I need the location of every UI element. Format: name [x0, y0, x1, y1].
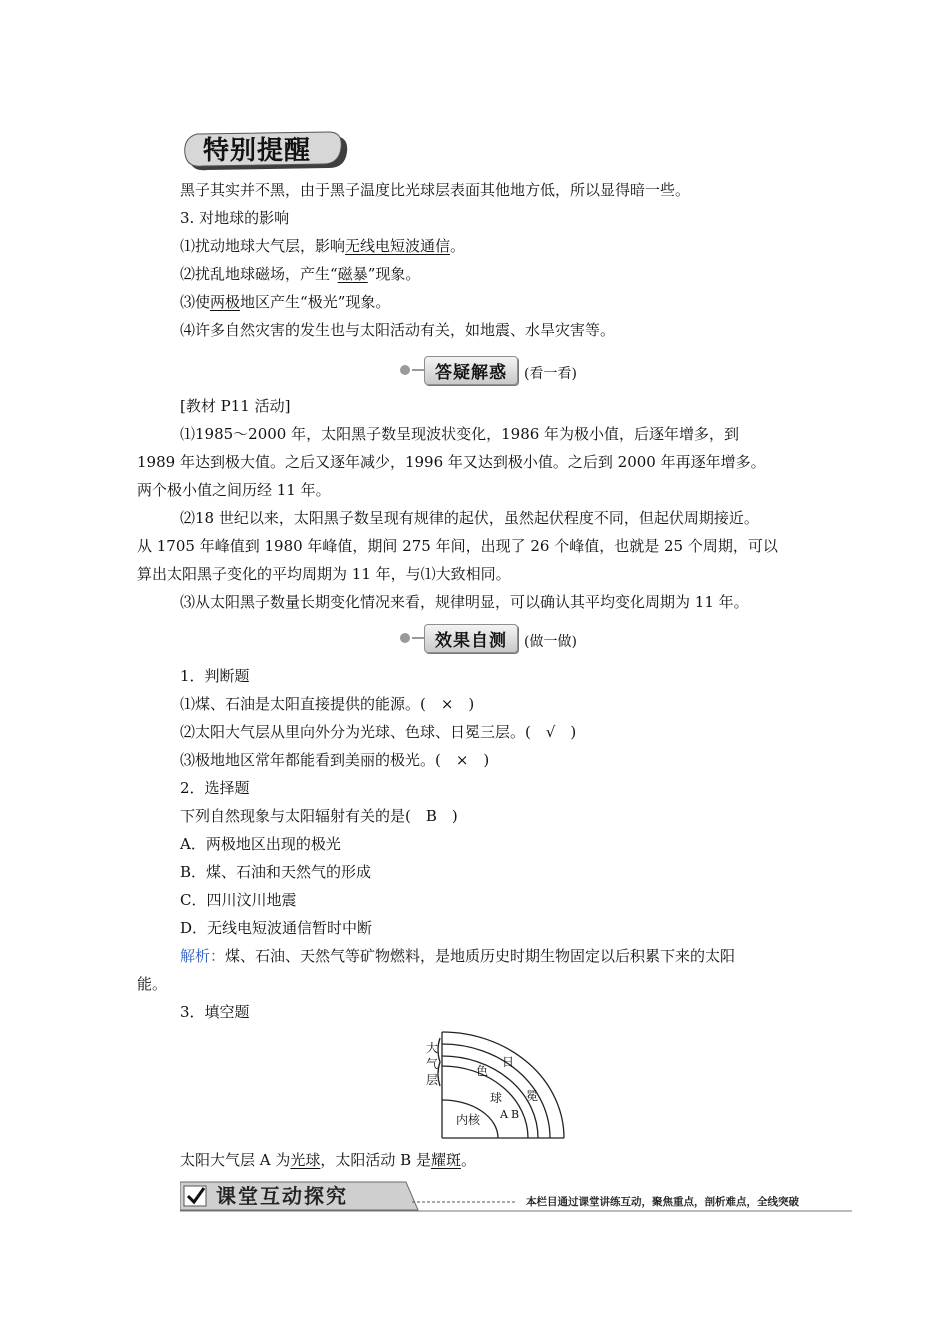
section-dot-icon — [400, 633, 410, 643]
special-reminder-banner — [183, 128, 349, 174]
effect-item-1: ⑴扰动地球大气层，影响无线电短波通信。 — [180, 237, 466, 255]
analysis-label: 解析： — [180, 947, 226, 965]
label-corona-2: 冕 — [526, 1089, 539, 1103]
effect-item-3: ⑶使两极地区产生“极光”现象。 — [180, 293, 391, 311]
q1-item-c: ⑶极地地区常年都能看到美丽的极光。( × ) — [180, 751, 490, 769]
special-reminder-banner-shape — [183, 128, 349, 174]
effect-item-2: ⑵扰乱地球磁场，产生“磁暴”现象。 — [180, 265, 421, 283]
q2-option-c: C．四川汶川地震 — [180, 891, 297, 909]
q1-item-a: ⑴煤、石油是太阳直接提供的能源。( × ) — [180, 695, 475, 713]
test-section-title: 效果自测 — [424, 624, 518, 653]
label-atmo-3: 层 — [426, 1073, 439, 1087]
qa-p2-line2: 从 1705 年峰值到 1980 年峰值，期间 275 年间，出现了 26 个峰值，也就是 25 个周期，可以 — [137, 537, 778, 555]
fill-in-answer: 太阳大气层 A 为光球，太阳活动 B 是耀斑。 — [180, 1151, 476, 1169]
q1-heading: 1．判断题 — [180, 667, 250, 685]
qa-p1-line2: 1989 年达到极大值。之后又逐年减少，1996 年又达到极小值。之后到 2000 年再逐年增多。 — [137, 453, 766, 471]
label-atmo-2: 气 — [426, 1057, 439, 1071]
sunspot-note: 黑子其实并不黑，由于黑子温度比光球层表面其他地方低，所以显得暗一些。 — [180, 181, 691, 199]
label-b: B — [511, 1108, 520, 1121]
label-core: 内核 — [456, 1113, 481, 1127]
qa-p2-line1: ⑵18 世纪以来，太阳黑子数呈现有规律的起伏，虽然起伏程度不同，但起伏周期接近。 — [180, 509, 759, 527]
textbook-reference: [教材 P11 活动] — [180, 397, 291, 415]
qa-section-note: (看一看) — [524, 366, 577, 382]
label-corona-1: 日 — [502, 1055, 515, 1069]
effects-heading: 3. 对地球的影响 — [180, 209, 290, 227]
qa-p1-line1: ⑴1985～2000 年，太阳黑子数呈现波状变化，1986 年为极小值，后逐年增多，到 — [180, 425, 740, 443]
classroom-interaction-banner — [180, 1180, 852, 1212]
q2-heading: 2．选择题 — [180, 779, 250, 797]
effect-item-4: ⑷许多自然灾害的发生也与太阳活动有关，如地震、水旱灾害等。 — [180, 321, 616, 339]
sun-atmosphere-diagram — [420, 1030, 570, 1142]
label-chromosphere-2: 球 — [490, 1091, 503, 1105]
qa-p1-line3: 两个极小值之间历经 11 年。 — [137, 481, 331, 499]
label-atmo-1: 大 — [426, 1041, 439, 1055]
q2-option-a: A．两极地区出现的极光 — [180, 835, 341, 853]
qa-section-title: 答疑解惑 — [424, 356, 518, 385]
banner-title: 课堂互动探究 — [216, 1184, 348, 1208]
banner-subtitle: 本栏目通过课堂讲练互动，聚焦重点，剖析难点，全线突破 — [526, 1196, 799, 1208]
q1-item-b: ⑵太阳大气层从里向外分为光球、色球、日冕三层。( √ ) — [180, 723, 577, 741]
qa-section-header — [400, 356, 577, 384]
qa-p2-line3: 算出太阳黑子变化的平均周期为 11 年，与⑴大致相同。 — [137, 565, 511, 583]
analysis-line2: 能。 — [137, 975, 168, 993]
special-reminder-title: 特别提醒 — [203, 136, 312, 166]
qa-p3: ⑶从太阳黑子数量长期变化情况来看，规律明显，可以确认其平均变化周期为 11 年。 — [180, 593, 749, 611]
test-section-header — [400, 624, 577, 652]
analysis-line1: 解析：煤、石油、天然气等矿物燃料，是地质历史时期生物固定以后积累下来的太阳 — [180, 947, 736, 965]
atmosphere-bracket — [438, 1038, 440, 1086]
q2-stem: 下列自然现象与太阳辐射有关的是( B ) — [180, 807, 458, 825]
banner-background — [180, 1180, 852, 1212]
label-a: A — [500, 1108, 508, 1121]
q3-heading: 3．填空题 — [180, 1003, 250, 1021]
section-dot-icon — [400, 365, 410, 375]
test-section-note: (做一做) — [524, 634, 577, 650]
label-chromosphere-1: 色 — [476, 1064, 489, 1078]
q2-option-b: B．煤、石油和天然气的形成 — [180, 863, 372, 881]
q2-option-d: D．无线电短波通信暂时中断 — [180, 919, 373, 937]
